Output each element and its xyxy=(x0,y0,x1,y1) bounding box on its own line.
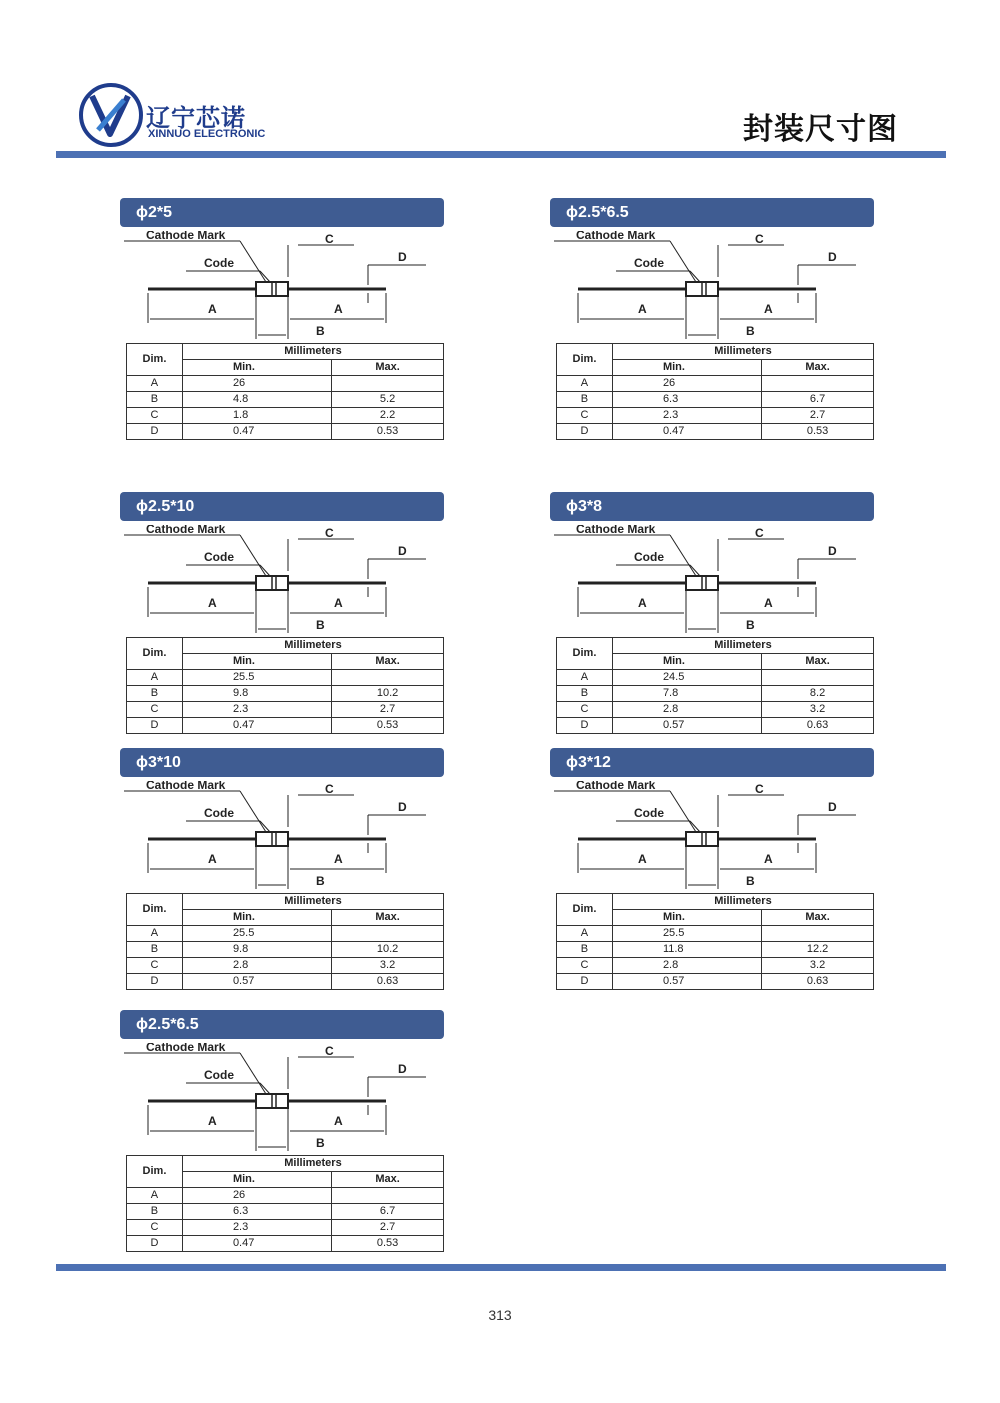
dimension-table xyxy=(126,893,444,990)
table-row xyxy=(127,718,444,734)
min-cell: 2.3 xyxy=(182,702,331,718)
min-cell: 26 xyxy=(182,1188,331,1204)
min-cell: 9.8 xyxy=(182,942,331,958)
dim-cell: B xyxy=(127,686,183,702)
dim-cell: D xyxy=(127,718,183,734)
table-row xyxy=(127,926,444,942)
table-row xyxy=(557,926,874,942)
max-cell xyxy=(332,670,444,686)
package-section xyxy=(550,492,874,734)
dim-header: Dim. xyxy=(557,894,613,926)
min-cell: 4.8 xyxy=(182,392,331,408)
min-header: Min. xyxy=(612,654,761,670)
dim-a-label: A xyxy=(208,302,217,316)
diode-outline-diagram xyxy=(550,525,874,637)
package-section xyxy=(550,198,874,440)
table-row xyxy=(127,670,444,686)
dim-c-label: C xyxy=(755,526,764,540)
table-row xyxy=(127,958,444,974)
max-header: Max. xyxy=(332,654,444,670)
min-cell: 2.3 xyxy=(612,408,761,424)
max-cell: 0.63 xyxy=(762,974,874,990)
dimension-table xyxy=(556,343,874,440)
dim-cell: C xyxy=(557,702,613,718)
code-label: Code xyxy=(204,806,234,820)
dim-cell: B xyxy=(557,942,613,958)
package-title: ϕ3*8 xyxy=(550,492,874,521)
page-number: 313 xyxy=(488,1307,512,1323)
dim-cell: A xyxy=(557,670,613,686)
min-cell: 0.47 xyxy=(182,718,331,734)
cathode-mark-label: Cathode Mark xyxy=(576,781,656,792)
min-cell: 25.5 xyxy=(182,670,331,686)
table-row xyxy=(127,408,444,424)
table-row xyxy=(127,1236,444,1252)
max-cell: 3.2 xyxy=(762,958,874,974)
table-row xyxy=(557,942,874,958)
dim-header: Dim. xyxy=(127,894,183,926)
max-header: Max. xyxy=(762,360,874,376)
dim-b-label: B xyxy=(746,874,755,888)
max-cell: 3.2 xyxy=(332,958,444,974)
max-cell: 0.53 xyxy=(762,424,874,440)
dim-d-label: D xyxy=(398,800,407,814)
dim-a-label: A xyxy=(334,1114,343,1128)
dim-cell: D xyxy=(557,974,613,990)
max-cell: 0.53 xyxy=(332,424,444,440)
package-section xyxy=(120,198,444,440)
min-cell: 0.47 xyxy=(182,1236,331,1252)
min-cell: 26 xyxy=(612,376,761,392)
cathode-mark-label: Cathode Mark xyxy=(576,231,656,242)
code-label: Code xyxy=(634,550,664,564)
diode-outline-diagram xyxy=(120,781,444,893)
dim-cell: A xyxy=(127,926,183,942)
max-cell xyxy=(332,1188,444,1204)
brand-name-cn: 辽宁芯诺 xyxy=(146,104,246,132)
brand-logo xyxy=(78,82,278,150)
dim-d-label: D xyxy=(828,800,837,814)
min-cell: 0.57 xyxy=(182,974,331,990)
max-cell: 2.7 xyxy=(762,408,874,424)
footer-divider xyxy=(56,1264,946,1271)
millimeters-header: Millimeters xyxy=(182,344,443,360)
header-divider xyxy=(56,151,946,158)
dim-a-label: A xyxy=(638,852,647,866)
dim-cell: A xyxy=(127,376,183,392)
page-title: 封装尺寸图 xyxy=(743,112,898,147)
table-row xyxy=(127,1204,444,1220)
dim-cell: B xyxy=(127,942,183,958)
brand-name-en: XINNUO ELECTRONIC xyxy=(148,128,266,140)
max-cell xyxy=(332,926,444,942)
min-cell: 0.47 xyxy=(612,424,761,440)
dim-c-label: C xyxy=(325,782,334,796)
max-header: Max. xyxy=(762,910,874,926)
dim-cell: C xyxy=(127,1220,183,1236)
millimeters-header: Millimeters xyxy=(612,344,873,360)
package-section xyxy=(550,748,874,990)
min-header: Min. xyxy=(182,360,331,376)
max-cell: 8.2 xyxy=(762,686,874,702)
diode-outline-diagram xyxy=(550,231,874,343)
millimeters-header: Millimeters xyxy=(182,894,443,910)
cathode-mark-label: Cathode Mark xyxy=(576,525,656,536)
diode-outline-diagram xyxy=(120,1043,444,1155)
table-row xyxy=(557,702,874,718)
dim-d-label: D xyxy=(828,250,837,264)
max-header: Max. xyxy=(332,1172,444,1188)
min-cell: 25.5 xyxy=(182,926,331,942)
dim-cell: A xyxy=(557,926,613,942)
millimeters-header: Millimeters xyxy=(182,638,443,654)
package-section xyxy=(120,492,444,734)
package-section xyxy=(120,1010,444,1252)
dim-cell: D xyxy=(127,424,183,440)
table-row xyxy=(127,702,444,718)
dim-cell: C xyxy=(557,958,613,974)
table-row xyxy=(127,424,444,440)
min-header: Min. xyxy=(182,654,331,670)
table-row xyxy=(557,408,874,424)
dim-cell: C xyxy=(557,408,613,424)
max-cell: 6.7 xyxy=(762,392,874,408)
min-header: Min. xyxy=(612,910,761,926)
max-cell xyxy=(762,376,874,392)
millimeters-header: Millimeters xyxy=(182,1156,443,1172)
min-cell: 11.8 xyxy=(612,942,761,958)
max-header: Max. xyxy=(332,910,444,926)
max-cell: 10.2 xyxy=(332,942,444,958)
table-row xyxy=(557,718,874,734)
min-header: Min. xyxy=(182,1172,331,1188)
dimension-table xyxy=(126,1155,444,1252)
cathode-mark-label: Cathode Mark xyxy=(146,525,226,536)
cathode-mark-label: Cathode Mark xyxy=(146,231,226,242)
dim-d-label: D xyxy=(398,250,407,264)
max-cell: 2.2 xyxy=(332,408,444,424)
table-row xyxy=(127,392,444,408)
dim-cell: D xyxy=(127,1236,183,1252)
max-cell xyxy=(762,670,874,686)
dim-a-label: A xyxy=(208,1114,217,1128)
dim-a-label: A xyxy=(638,596,647,610)
max-cell: 2.7 xyxy=(332,1220,444,1236)
dim-cell: D xyxy=(127,974,183,990)
dim-cell: A xyxy=(127,670,183,686)
dim-cell: D xyxy=(557,718,613,734)
dim-a-label: A xyxy=(638,302,647,316)
max-cell: 6.7 xyxy=(332,1204,444,1220)
dim-header: Dim. xyxy=(557,638,613,670)
max-cell: 0.63 xyxy=(762,718,874,734)
max-cell: 12.2 xyxy=(762,942,874,958)
diode-outline-diagram xyxy=(120,525,444,637)
dim-a-label: A xyxy=(764,852,773,866)
dim-header: Dim. xyxy=(127,344,183,376)
max-cell: 10.2 xyxy=(332,686,444,702)
dim-c-label: C xyxy=(755,232,764,246)
dim-c-label: C xyxy=(325,1044,334,1058)
min-cell: 26 xyxy=(182,376,331,392)
package-title: ϕ3*10 xyxy=(120,748,444,777)
package-title: ϕ2.5*10 xyxy=(120,492,444,521)
min-cell: 0.57 xyxy=(612,718,761,734)
max-cell: 0.53 xyxy=(332,718,444,734)
min-cell: 0.57 xyxy=(612,974,761,990)
min-cell: 1.8 xyxy=(182,408,331,424)
min-cell: 2.3 xyxy=(182,1220,331,1236)
dim-c-label: C xyxy=(325,232,334,246)
code-label: Code xyxy=(204,1068,234,1082)
millimeters-header: Millimeters xyxy=(612,638,873,654)
diode-outline-diagram xyxy=(120,231,444,343)
package-title: ϕ2.5*6.5 xyxy=(550,198,874,227)
dim-a-label: A xyxy=(334,852,343,866)
dim-a-label: A xyxy=(764,302,773,316)
dim-a-label: A xyxy=(334,596,343,610)
min-cell: 2.8 xyxy=(182,958,331,974)
table-row xyxy=(127,942,444,958)
max-header: Max. xyxy=(762,654,874,670)
min-cell: 6.3 xyxy=(612,392,761,408)
max-cell: 3.2 xyxy=(762,702,874,718)
min-cell: 6.3 xyxy=(182,1204,331,1220)
dim-a-label: A xyxy=(208,596,217,610)
max-header: Max. xyxy=(332,360,444,376)
package-title: ϕ3*12 xyxy=(550,748,874,777)
table-row xyxy=(557,670,874,686)
dim-cell: C xyxy=(127,408,183,424)
dim-header: Dim. xyxy=(127,1156,183,1188)
dim-cell: C xyxy=(127,702,183,718)
dim-b-label: B xyxy=(316,324,325,338)
code-label: Code xyxy=(204,256,234,270)
min-cell: 24.5 xyxy=(612,670,761,686)
dim-b-label: B xyxy=(746,324,755,338)
cathode-mark-label: Cathode Mark xyxy=(146,1043,226,1054)
dim-b-label: B xyxy=(316,618,325,632)
dim-a-label: A xyxy=(334,302,343,316)
table-row xyxy=(557,376,874,392)
dimension-table xyxy=(556,893,874,990)
min-cell: 7.8 xyxy=(612,686,761,702)
max-cell: 5.2 xyxy=(332,392,444,408)
table-row xyxy=(557,958,874,974)
min-cell: 25.5 xyxy=(612,926,761,942)
dim-d-label: D xyxy=(398,544,407,558)
min-cell: 9.8 xyxy=(182,686,331,702)
millimeters-header: Millimeters xyxy=(612,894,873,910)
table-row xyxy=(557,392,874,408)
code-label: Code xyxy=(204,550,234,564)
table-row xyxy=(127,686,444,702)
dim-cell: A xyxy=(557,376,613,392)
dimension-table xyxy=(126,343,444,440)
max-cell: 2.7 xyxy=(332,702,444,718)
dim-b-label: B xyxy=(746,618,755,632)
dim-cell: A xyxy=(127,1188,183,1204)
table-row xyxy=(557,686,874,702)
table-row xyxy=(127,1220,444,1236)
table-row xyxy=(127,1188,444,1204)
code-label: Code xyxy=(634,256,664,270)
dim-cell: B xyxy=(557,686,613,702)
dim-cell: B xyxy=(127,392,183,408)
min-cell: 2.8 xyxy=(612,702,761,718)
dim-header: Dim. xyxy=(557,344,613,376)
table-row xyxy=(127,376,444,392)
diode-outline-diagram xyxy=(550,781,874,893)
dimension-table xyxy=(556,637,874,734)
dim-c-label: C xyxy=(755,782,764,796)
max-cell: 0.63 xyxy=(332,974,444,990)
dim-header: Dim. xyxy=(127,638,183,670)
max-cell xyxy=(332,376,444,392)
table-row xyxy=(557,974,874,990)
dim-cell: B xyxy=(557,392,613,408)
dim-d-label: D xyxy=(398,1062,407,1076)
xinnuo-logo-icon xyxy=(78,82,144,148)
package-title: ϕ2*5 xyxy=(120,198,444,227)
max-cell xyxy=(762,926,874,942)
min-header: Min. xyxy=(182,910,331,926)
dim-c-label: C xyxy=(325,526,334,540)
dim-a-label: A xyxy=(764,596,773,610)
cathode-mark-label: Cathode Mark xyxy=(146,781,226,792)
dim-b-label: B xyxy=(316,874,325,888)
min-cell: 2.8 xyxy=(612,958,761,974)
table-row xyxy=(557,424,874,440)
max-cell: 0.53 xyxy=(332,1236,444,1252)
dim-cell: D xyxy=(557,424,613,440)
dimension-table xyxy=(126,637,444,734)
dim-b-label: B xyxy=(316,1136,325,1150)
dim-cell: B xyxy=(127,1204,183,1220)
dim-a-label: A xyxy=(208,852,217,866)
table-row xyxy=(127,974,444,990)
package-title: ϕ2.5*6.5 xyxy=(120,1010,444,1039)
min-cell: 0.47 xyxy=(182,424,331,440)
dim-d-label: D xyxy=(828,544,837,558)
package-section xyxy=(120,748,444,990)
dim-cell: C xyxy=(127,958,183,974)
code-label: Code xyxy=(634,806,664,820)
min-header: Min. xyxy=(612,360,761,376)
